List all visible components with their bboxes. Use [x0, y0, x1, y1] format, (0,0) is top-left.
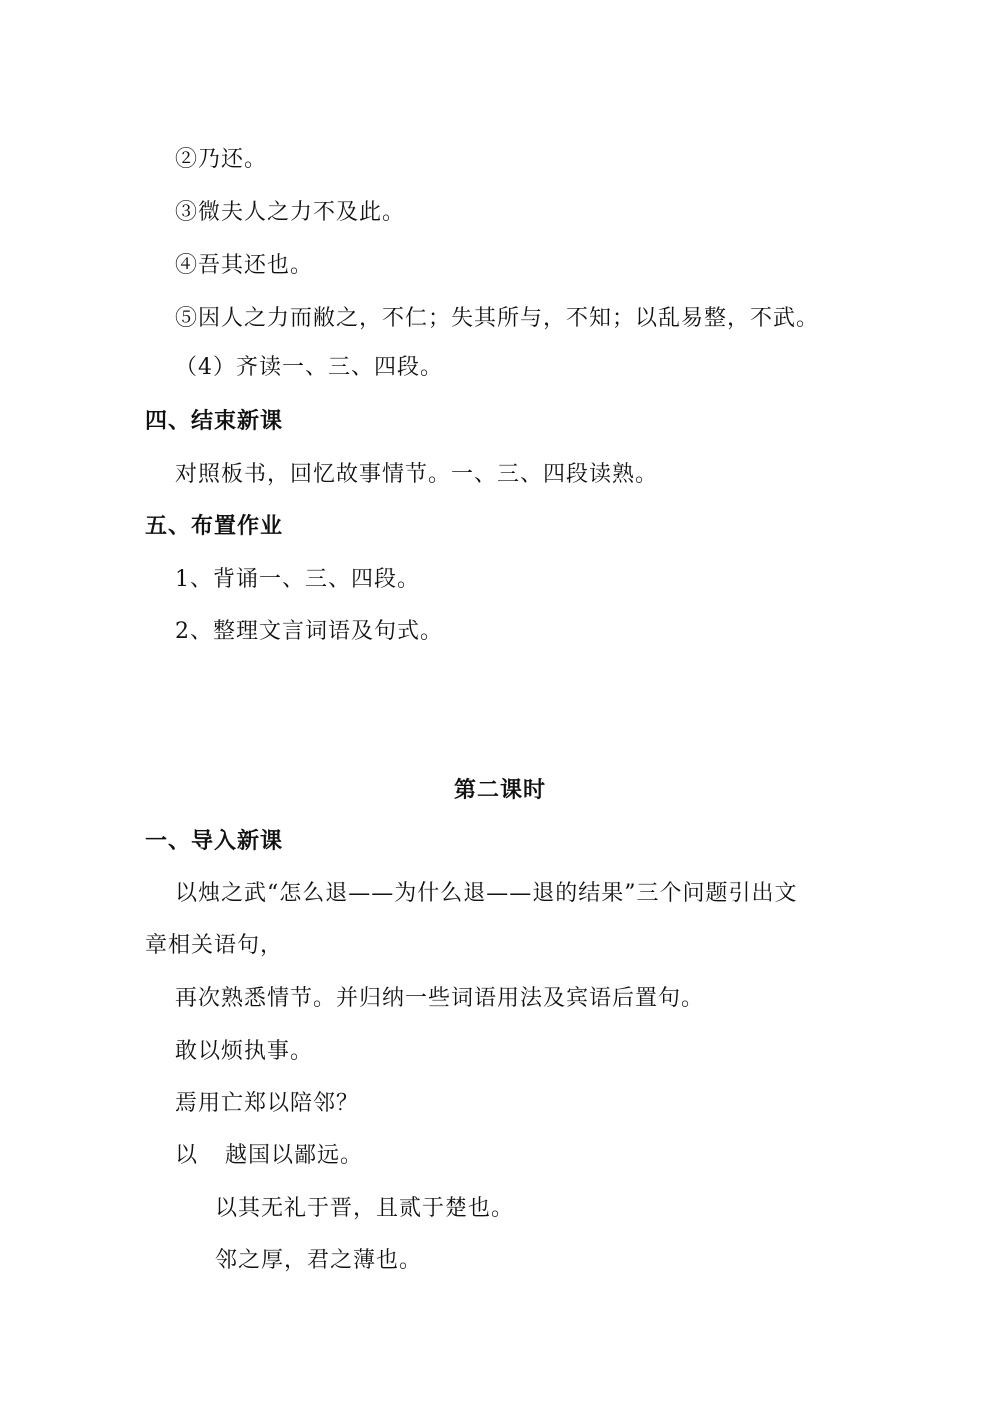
example-1: 敢以烦执事。: [175, 1039, 314, 1064]
item-2: ②乃还。: [175, 147, 268, 172]
lesson-2-section-1-heading: 一、导入新课: [145, 829, 284, 854]
section-4-heading: 四、结束新课: [145, 409, 284, 434]
task-2: 2、整理文言词语及句式。: [175, 619, 443, 644]
item-3: ③微夫人之力不及此。: [175, 200, 406, 225]
section-5-heading: 五、布置作业: [145, 514, 284, 539]
step-4: （4）齐读一、三、四段。: [175, 355, 443, 380]
example-2: 焉用亡郑以陪邻？: [175, 1091, 360, 1116]
lesson-2-title: 第二课时: [453, 778, 546, 803]
intro-line-3: 再次熟悉情节。并归纳一些词语用法及宾语后置句。: [175, 986, 705, 1011]
yi-example-1: 越国以鄙远。: [225, 1143, 364, 1168]
intro-line-2: 章相关语句，: [145, 933, 284, 958]
section-4-text: 对照板书，回忆故事情节。一、三、四段读熟。: [175, 462, 659, 487]
yi-label: 以: [175, 1143, 199, 1168]
yi-example-2: 以其无礼于晋，且贰于楚也。: [215, 1196, 515, 1221]
item-4: ④吾其还也。: [175, 253, 314, 278]
item-5: ⑤因人之力而敝之，不仁；失其所与，不知；以乱易整，不武。: [175, 306, 820, 331]
task-1: 1、背诵一、三、四段。: [175, 567, 420, 592]
intro-line-1: 以烛之武“怎么退——为什么退——退的结果”三个问题引出文: [175, 881, 798, 906]
yi-example-3: 邻之厚，君之薄也。: [215, 1248, 423, 1273]
